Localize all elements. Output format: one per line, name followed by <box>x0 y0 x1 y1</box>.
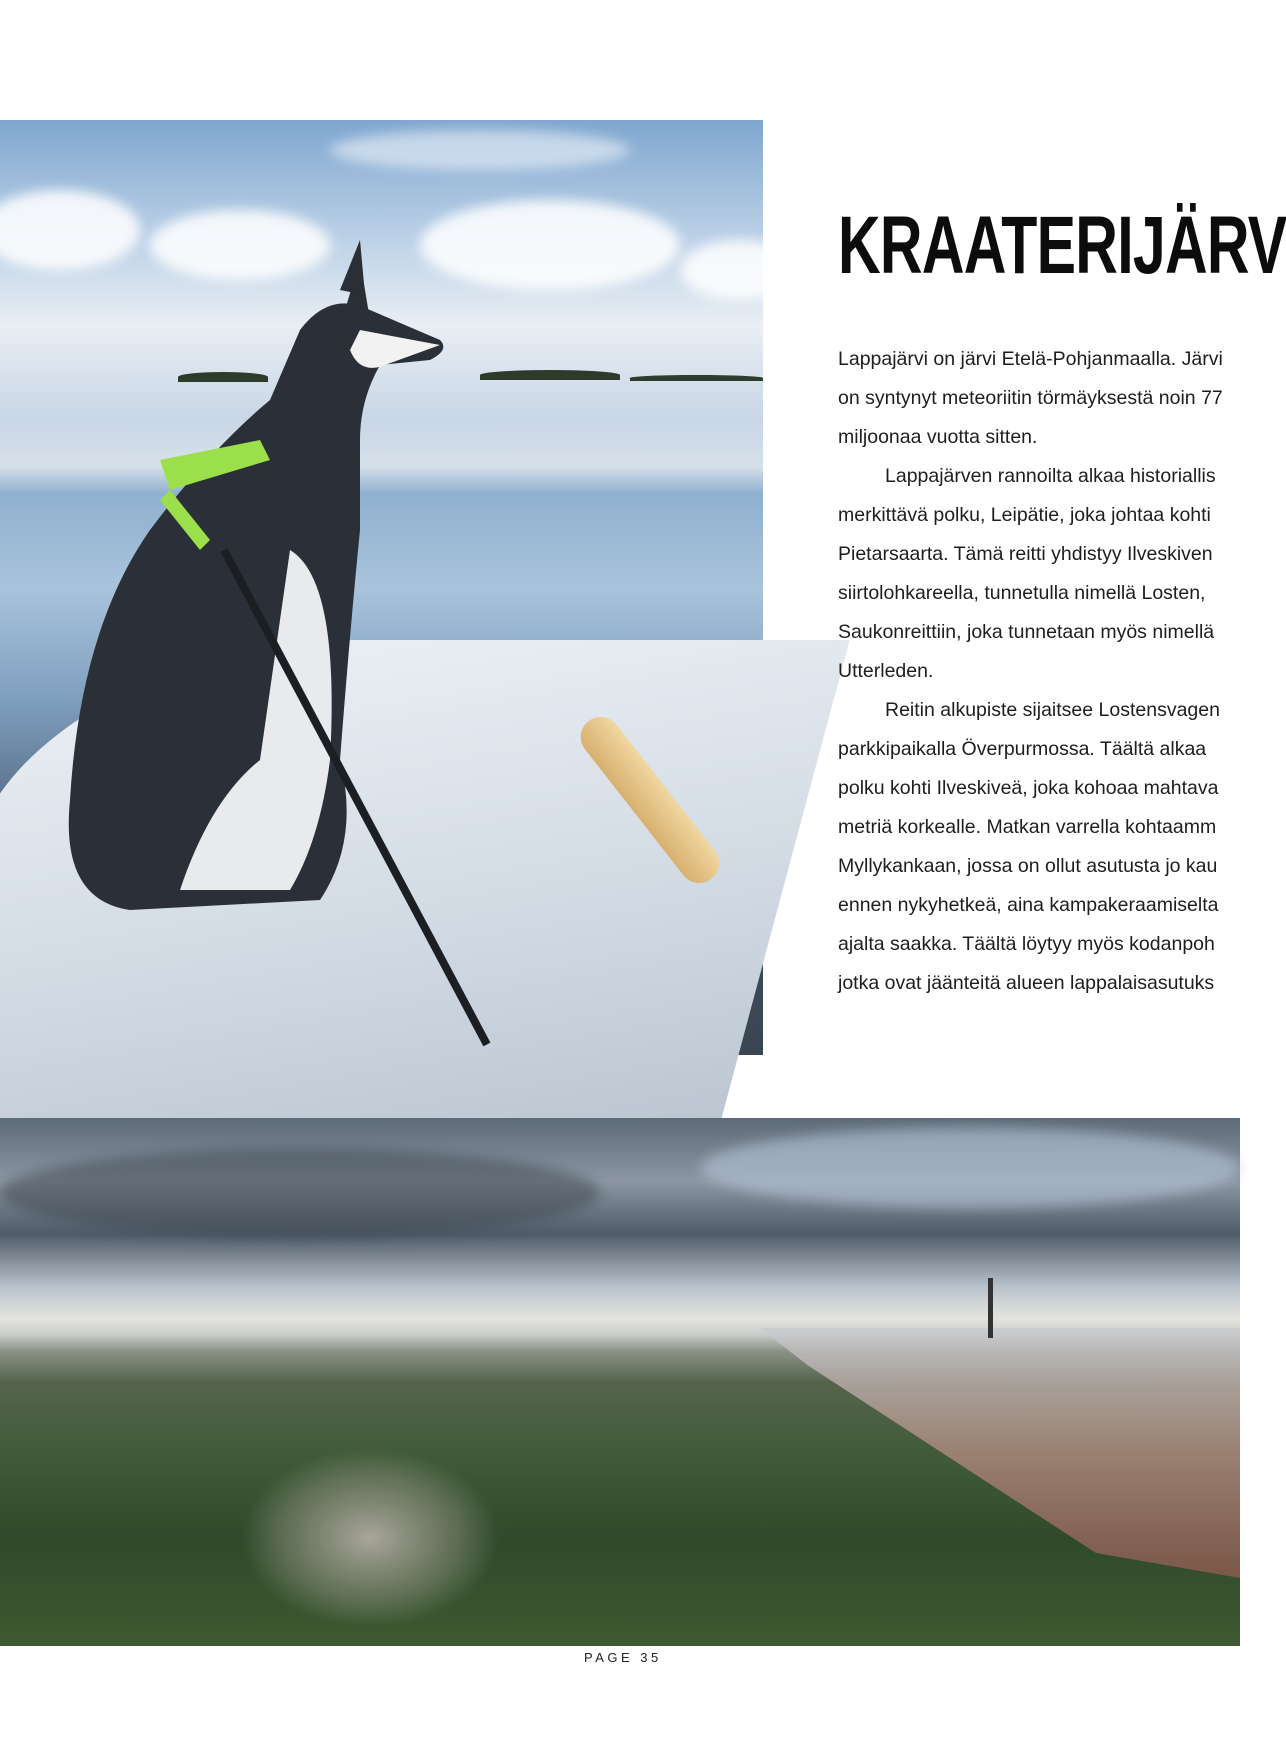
paragraph-line: ajalta saakka. Täältä löytyy myös kodanpoh <box>838 933 1215 955</box>
article-body <box>838 340 1240 1003</box>
paragraph-line: merkittävä polku, Leipätie, joka johtaa kohti <box>838 504 1211 526</box>
paragraph-line: Lappajärvi on järvi Etelä-Pohjanmaalla. Järvi <box>838 348 1223 370</box>
paragraph-line: Lappajärven rannoilta alkaa historiallis <box>885 465 1216 487</box>
husky-dog <box>60 200 360 920</box>
paragraph-line: metriä korkealle. Matkan varrella kohtaamm <box>838 816 1217 838</box>
paragraph-line: Pietarsaarta. Tämä reitti yhdistyy Ilveskiven <box>838 543 1213 565</box>
paragraph-line: Reitin alkupiste sijaitsee Lostensvagen <box>885 699 1220 721</box>
paragraph-line: jotka ovat jäänteitä alueen lappalaisasutuks <box>838 972 1215 994</box>
paragraph-line: ennen nykyhetkeä, aina kampakeraamiselta <box>838 894 1219 916</box>
aerial-forest-city-photo <box>0 1118 1240 1646</box>
article-title: KRAATERIJÄRV <box>838 200 1286 291</box>
paragraph-line: parkkipaikalla Överpurmossa. Täältä alkaa <box>838 738 1207 760</box>
paragraph-line: on syntynyt meteoriitin törmäyksestä noin 77 <box>838 387 1223 409</box>
husky-in-boat-photo <box>0 120 763 1055</box>
paragraph-line: siirtolohkareella, tunnetulla nimellä Losten, <box>838 582 1206 604</box>
paragraph-line: polku kohti Ilveskiveä, joka kohoaa mahtava <box>838 777 1219 799</box>
page-number: PAGE 35 <box>584 1650 662 1665</box>
paragraph-line: miljoonaa vuotta sitten. <box>838 426 1038 448</box>
paragraph-line: Saukonreittiin, joka tunnetaan myös nimellä <box>838 621 1215 643</box>
paragraph-line: Utterleden. <box>838 660 934 682</box>
paragraph-line: Myllykankaan, jossa on ollut asutusta jo kau <box>838 855 1218 877</box>
